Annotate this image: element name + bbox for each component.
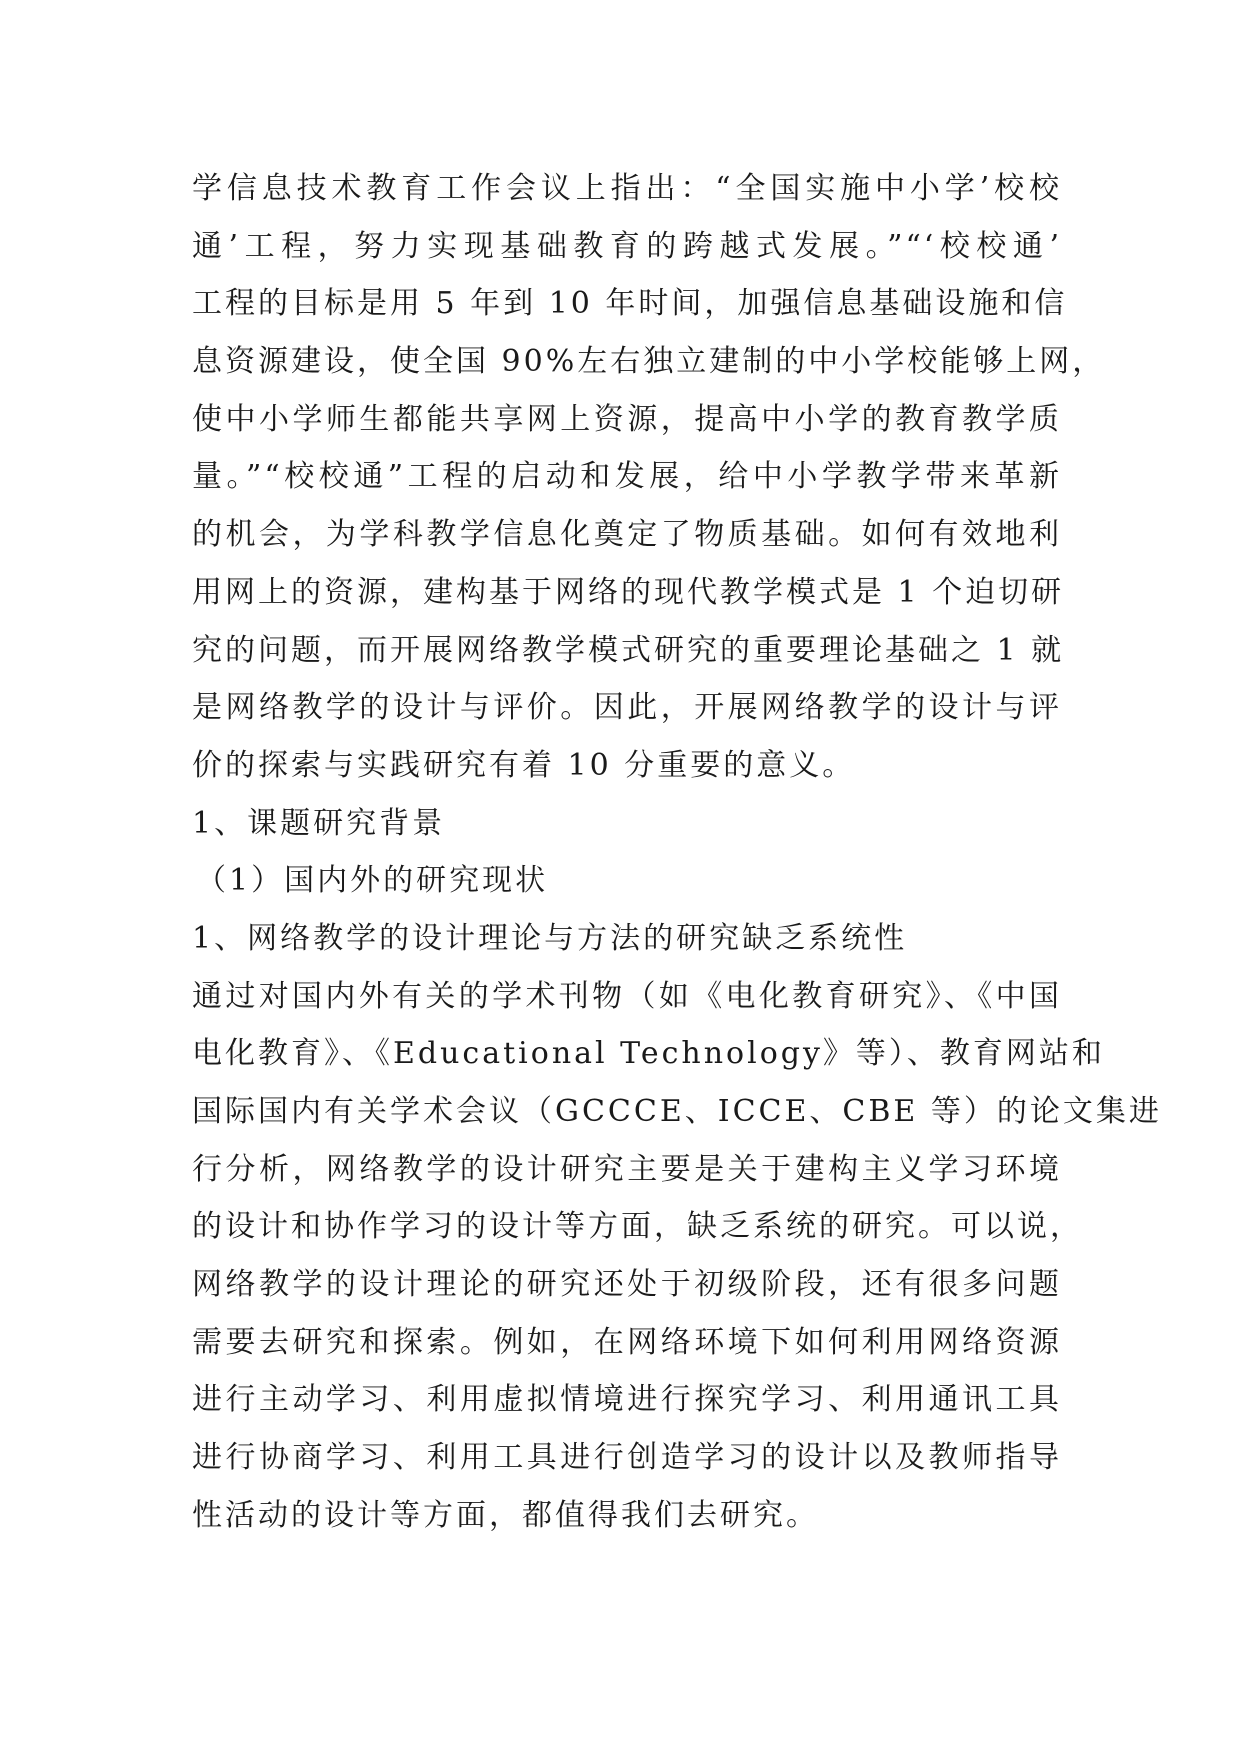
paragraph-line: 量。”“校校通”工程的启动和发展，给中小学教学带来革新 (192, 459, 1062, 495)
paragraph-line: 使中小学师生都能共享网上资源，提高中小学的教育教学质 (192, 401, 1062, 437)
paragraph-line: 通过对国内外有关的学术刊物（如《电化教育研究》、《中国 (192, 978, 1062, 1014)
paragraph-line: 网络教学的设计理论的研究还处于初级阶段，还有很多问题 (192, 1267, 1062, 1303)
section-heading: 1、课题研究背景 (192, 805, 446, 841)
paragraph-line: 是网络教学的设计与评价。因此，开展网络教学的设计与评 (192, 690, 1062, 726)
paragraph-line: 需要去研究和探索。例如，在网络环境下如何利用网络资源 (192, 1324, 1062, 1360)
paragraph-line: 国际国内有关学术会议（GCCCE、ICCE、CBE 等）的论文集进 (192, 1094, 1162, 1129)
paragraph-line: 究的问题，而开展网络教学模式研究的重要理论基础之 1 就 (192, 632, 1065, 668)
paragraph-line: 学信息技术教育工作会议上指出：“全国实施中小学’校校 (192, 171, 1062, 206)
subsection-heading: （1）国内外的研究现状 (196, 863, 549, 899)
paragraph-line: 的设计和协作学习的设计等方面，缺乏系统的研究。可以说， (192, 1209, 1083, 1245)
paragraph-line: 进行协商学习、利用工具进行创造学习的设计以及教师指导 (192, 1440, 1062, 1476)
paragraph-line: 行分析，网络教学的设计研究主要是关于建构主义学习环境 (192, 1151, 1062, 1187)
document-body (192, 160, 1162, 1545)
paragraph-line: 电化教育》、《Educational Technology》等）、教育网站和 (192, 1036, 1105, 1072)
paragraph-line: 息资源建设，使全国 90%左右独立建制的中小学校能够上网， (192, 344, 1106, 380)
paragraph-line: 工程的目标是用 5 年到 10 年时间，加强信息基础设施和信 (192, 286, 1068, 322)
paragraph-line: 用网上的资源，建构基于网络的现代教学模式是 1 个迫切研 (192, 574, 1065, 610)
subsection-heading: 1、网络教学的设计理论与方法的研究缺乏系统性 (192, 920, 908, 956)
paragraph-line: 进行主动学习、利用虚拟情境进行探究学习、利用通讯工具 (192, 1382, 1062, 1418)
paragraph-line: 性活动的设计等方面，都值得我们去研究。 (192, 1497, 819, 1533)
paragraph-line: 通’工程，努力实现基础教育的跨越式发展。”“‘校校通’ (192, 228, 1062, 264)
paragraph-line: 的机会，为学科教学信息化奠定了物质基础。如何有效地利 (192, 517, 1062, 553)
paragraph-line: 价的探索与实践研究有着 10 分重要的意义。 (192, 747, 856, 783)
